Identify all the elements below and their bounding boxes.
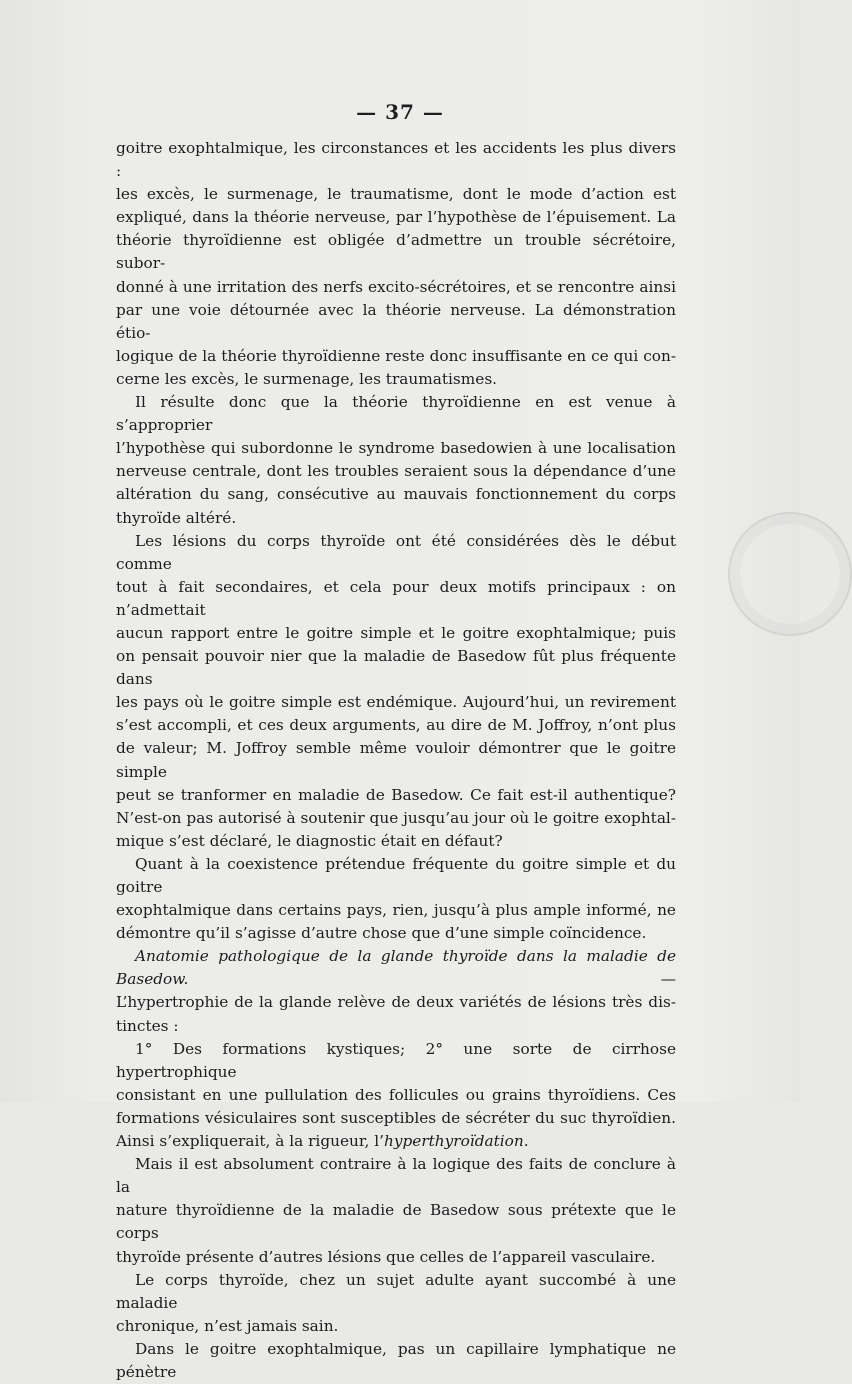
line-text: les excès, le surmenage, le traumatisme, dont le mode d’action est bbox=[116, 185, 676, 204]
text-line bbox=[116, 368, 676, 391]
text-line bbox=[116, 899, 676, 922]
text-line bbox=[116, 1130, 676, 1153]
text-line bbox=[116, 437, 676, 460]
text-line bbox=[116, 1269, 676, 1315]
text-line bbox=[116, 391, 676, 437]
line-text: démontre qu’il s’agisse d’autre chose que d’une simple coïncidence. bbox=[116, 924, 647, 943]
line-text: Ainsi s’expliquerait, à la rigueur, l’ bbox=[116, 1132, 384, 1151]
text-line bbox=[116, 922, 676, 945]
text-line bbox=[116, 137, 676, 183]
line-text: altération du sang, consécutive au mauvais fonctionnement du corps bbox=[116, 485, 676, 504]
line-text: Mais il est absolument contraire à la logique des faits de conclure à la bbox=[116, 1155, 676, 1197]
line-text: Le corps thyroïde, chez un sujet adulte ayant succombé à une maladie bbox=[116, 1270, 676, 1312]
text-line bbox=[116, 1107, 676, 1130]
line-text: Quant à la coexistence prétendue fréquente du goitre simple et du goitre bbox=[116, 854, 676, 896]
text-line bbox=[116, 737, 676, 783]
text-line bbox=[116, 483, 676, 506]
line-text: L’hypertrophie de la glande relève de deux variétés de lésions très dis- bbox=[116, 993, 676, 1012]
text-line bbox=[116, 229, 676, 275]
text-line bbox=[116, 1015, 676, 1038]
line-text: nerveuse centrale, dont les troubles seraient sous la dépendance d’une bbox=[116, 462, 676, 481]
line-text: Les lésions du corps thyroïde ont été considérées dès le début comme bbox=[116, 531, 676, 573]
text-line bbox=[116, 945, 676, 991]
text-line bbox=[116, 183, 676, 206]
text-line bbox=[116, 1315, 676, 1338]
text-line bbox=[116, 1338, 676, 1384]
text-line bbox=[116, 1246, 676, 1269]
body-text bbox=[116, 137, 676, 1384]
text-line bbox=[116, 645, 676, 691]
italic-term: hyperthyroïdation. bbox=[383, 1132, 529, 1151]
line-text: théorie thyroïdienne est obligée d’admettre un trouble sécrétoire, subor- bbox=[116, 231, 676, 273]
line-text: thyroïde présente d’autres lésions que celles de l’appareil vasculaire. bbox=[116, 1247, 656, 1266]
line-text: chronique, n’est jamais sain. bbox=[116, 1316, 339, 1335]
text-line bbox=[116, 299, 676, 345]
line-text: Dans le goitre exophtalmique, pas un capillaire lymphatique ne pénètre bbox=[116, 1339, 676, 1381]
line-text: mique s’est déclaré, le diagnostic était en défaut? bbox=[116, 831, 503, 850]
text-line bbox=[116, 784, 676, 807]
line-text: 1° Des formations kystiques; 2° une sorte de cirrhose hypertrophique bbox=[116, 1039, 676, 1081]
text-line bbox=[116, 691, 676, 714]
line-text: s’est accompli, et ces deux arguments, au dire de M. Joffroy, n’ont plus bbox=[116, 716, 676, 735]
line-text: de valeur; M. Joffroy semble même vouloir démontrer que le goitre simple bbox=[116, 739, 676, 781]
line-text: donné à une irritation des nerfs excito-sécrétoires, et se rencontre ainsi bbox=[116, 277, 676, 296]
line-text: formations vésiculaires sont susceptibles de sécréter du suc thyroïdien. bbox=[116, 1108, 676, 1127]
text-line bbox=[116, 345, 676, 368]
text-line bbox=[116, 507, 676, 530]
line-text: tout à fait secondaires, et cela pour deux motifs principaux : on n’admettait bbox=[116, 577, 676, 619]
line-text: nature thyroïdienne de la maladie de Basedow sous prétexte que le corps bbox=[116, 1201, 676, 1243]
line-text: expliqué, dans la théorie nerveuse, par l’hypothèse de l’épuisement. La bbox=[116, 208, 676, 227]
text-line bbox=[116, 853, 676, 899]
line-text: les pays où le goitre simple est endémique. Aujourd’hui, un revirement bbox=[116, 693, 676, 712]
page-number: — 37 — bbox=[356, 100, 444, 124]
text-line bbox=[116, 991, 676, 1014]
line-text: logique de la théorie thyroïdienne reste donc insuffisante en ce qui con- bbox=[116, 346, 676, 365]
line-text: N’est-on pas autorisé à soutenir que jusqu’au jour où le goitre exophtal- bbox=[116, 808, 676, 827]
text-line bbox=[116, 460, 676, 483]
text-line bbox=[116, 276, 676, 299]
line-text: cerne les excès, le surmenage, les traumatismes. bbox=[116, 369, 498, 388]
text-line bbox=[116, 206, 676, 229]
line-text: on pensait pouvoir nier que la maladie de Basedow fût plus fréquente dans bbox=[116, 647, 676, 689]
line-text: thyroïde altéré. bbox=[116, 508, 237, 527]
line-text: Anatomie pathologique de la glande thyroïde dans la maladie de Basedow. — bbox=[116, 947, 676, 989]
line-text: aucun rapport entre le goitre simple et le goitre exophtalmique; puis bbox=[116, 623, 676, 642]
line-text: exophtalmique dans certains pays, rien, jusqu’à plus ample informé, ne bbox=[116, 901, 676, 920]
text-line bbox=[116, 1199, 676, 1245]
line-text: par une voie détournée avec la théorie nerveuse. La démonstration étio- bbox=[116, 300, 676, 342]
library-stamp bbox=[728, 512, 852, 636]
text-line bbox=[116, 1153, 676, 1199]
text-line bbox=[116, 714, 676, 737]
text-line bbox=[116, 830, 676, 853]
text-line bbox=[116, 576, 676, 622]
line-text: peut se tranformer en maladie de Basedow. Ce fait est-il authentique? bbox=[116, 785, 676, 804]
line-text: goitre exophtalmique, les circonstances et les accidents les plus divers : bbox=[116, 139, 676, 181]
line-text: consistant en une pullulation des follicules ou grains thyroïdiens. Ces bbox=[116, 1085, 676, 1104]
text-line bbox=[116, 807, 676, 830]
line-text: tinctes : bbox=[116, 1016, 179, 1035]
text-line bbox=[116, 1084, 676, 1107]
text-line bbox=[116, 530, 676, 576]
line-text: Il résulte donc que la théorie thyroïdienne en est venue à s’approprier bbox=[116, 393, 676, 435]
text-line bbox=[116, 1038, 676, 1084]
text-line bbox=[116, 622, 676, 645]
line-text: l’hypothèse qui subordonne le syndrome basedowien à une localisation bbox=[116, 439, 676, 458]
